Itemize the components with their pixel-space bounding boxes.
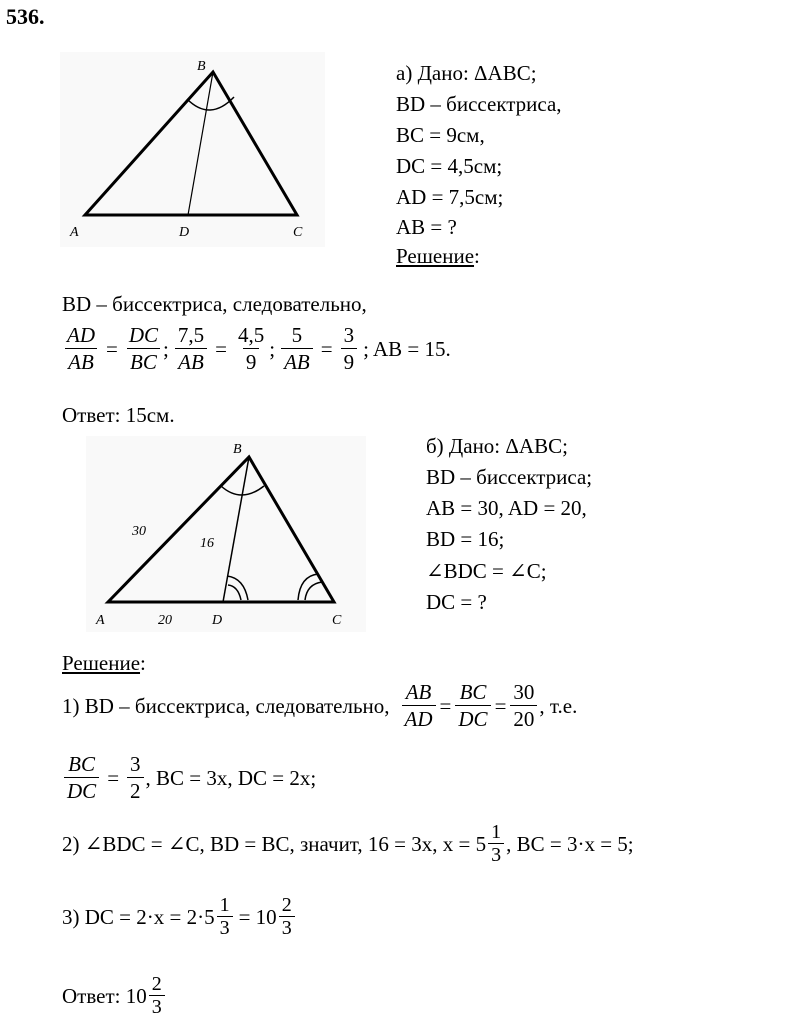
fraction-step3-2-3: $\frac{2}{3}$ (279, 895, 295, 938)
fraction-45-9: $\frac{4,5}{9}$ (237, 323, 265, 374)
label-side-ad: 20 (158, 613, 172, 628)
given-b-line-2: BD – биссектриса; (426, 465, 593, 489)
fraction-step3-1-3: $\frac{1}{3}$ (217, 895, 233, 938)
fraction-answer-2-3: $\frac{2}{3}$ (149, 974, 165, 1017)
fraction-3-2: $\frac{3}{2}$ (127, 752, 144, 803)
label-a-a: A (70, 225, 79, 240)
diagram-a-background (60, 52, 325, 247)
given-b-line-3: AB = 30, AD = 20, (426, 496, 587, 520)
given-a-line-1: а) Дано: ΔABC; (396, 61, 537, 85)
label-c-b: C (332, 613, 342, 628)
fraction-ab-ad: $\frac{AB}{AD}$ (402, 680, 436, 731)
label-b-a: B (197, 59, 206, 74)
triangle-diagram-b (86, 436, 366, 632)
given-a-line-3: BC = 9см, (396, 123, 485, 147)
label-side-bd: 16 (200, 536, 214, 551)
label-d-b: D (212, 613, 223, 628)
label-side-ab: 30 (132, 524, 146, 539)
given-b-line-1: б) Дано: ΔABC; (426, 434, 568, 458)
given-a-line-6: AB = ? (396, 215, 457, 239)
given-a-line-5: AD = 7,5см; (396, 185, 504, 209)
step-1-line: 1) BD – биссектриса, следовательно, $\frac{AB}{AD}$ = $\frac{BC}{DC}$ = $\frac{30}{20}$ , т.е. (62, 680, 578, 731)
fraction-3-9: $\frac{3}{9}$ (341, 323, 358, 374)
fraction-5-ab: $\frac{5}{AB}$ (281, 323, 313, 374)
solution-a-text: BD – биссектриса, следовательно, (62, 292, 367, 316)
fraction-bc-dc-2: $\frac{BC}{DC}$ (64, 752, 99, 803)
fraction-step2-1-3: $\frac{1}{3}$ (488, 822, 504, 865)
answer-a: Ответ: 15см. (62, 403, 175, 427)
fraction-30-20: $\frac{30}{20}$ (510, 680, 537, 731)
given-b-line-4: BD = 16; (426, 527, 505, 551)
fraction-dc-bc: $\frac{DC}{BC}$ (128, 323, 159, 374)
label-a-b: A (96, 613, 105, 628)
label-b-b: B (233, 442, 242, 457)
given-b-line-6: DC = ? (426, 590, 487, 614)
step-3-line: 3) DC = 2·x = 2·5 $\frac{1}{3}$ = 10 $\frac{2}{3}$ (62, 895, 297, 938)
fraction-75-ab: $\frac{7,5}{AB}$ (175, 323, 207, 374)
given-a-line-4: DC = 4,5см; (396, 154, 503, 178)
step-1b-line: $\frac{BC}{DC}$ = $\frac{3}{2}$ , BC = 3x, DC = 2x; (62, 752, 316, 803)
given-a-line-2: BD – биссектриса, (396, 92, 562, 116)
solution-heading-b: Решение: (62, 651, 146, 675)
label-c-a: C (293, 225, 303, 240)
solution-heading-a: Решение: (396, 244, 480, 268)
triangle-diagram-a (60, 52, 325, 247)
fraction-ad-ab: $\frac{AD}{AB}$ (67, 323, 95, 374)
solution-a-equations: $\frac{AD}{AB}$ = $\frac{DC}{BC}$ ; $\frac{7,5}{AB}$ = $\frac{4,5}{9}$ ; $\frac{5}{AB}$ = $\frac{3}{9}$ ; AB = 15. (62, 323, 451, 374)
given-b-line-5: ∠BDC = ∠C; (426, 559, 547, 583)
answer-b: Ответ: 10 $\frac{2}{3}$ (62, 974, 167, 1017)
fraction-bc-dc: $\frac{BC}{DC}$ (455, 680, 490, 731)
problem-number: 536. (6, 4, 45, 29)
step-2-line: 2) ∠BDC = ∠C, BD = BC, значит, 16 = 3x, x = 5 $\frac{1}{3}$ , BC = 3·x = 5; (62, 821, 634, 866)
label-d-a: D (179, 225, 190, 240)
